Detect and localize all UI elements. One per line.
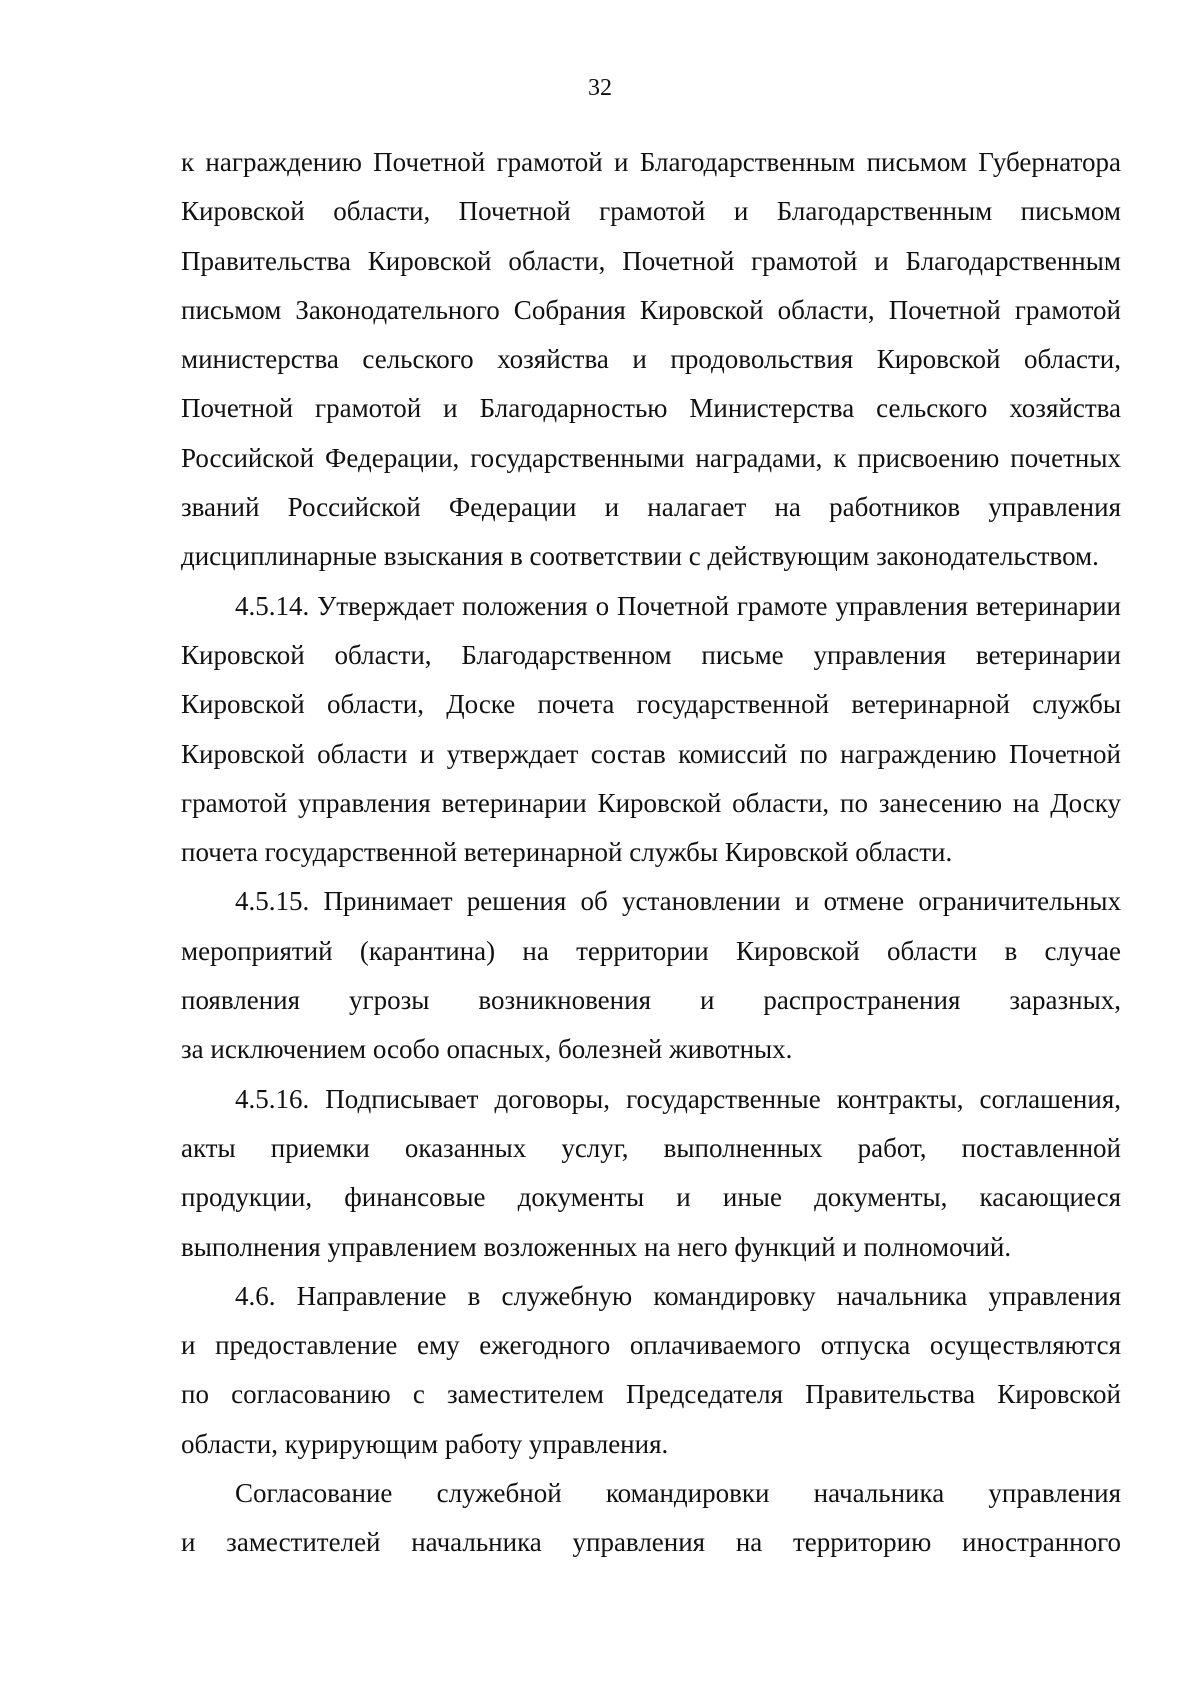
text-line: к награждению Почетной грамотой и Благодарственным письмом Губернатора bbox=[181, 147, 1121, 177]
text-line: появления угрозы возникновения и распространения заразных, bbox=[181, 985, 1121, 1016]
page-number: 32 bbox=[588, 75, 612, 101]
text-line: почета государственной ветеринарной службы Кировской области. bbox=[181, 837, 953, 868]
text-line: письмом Законодательного Собрания Кировской области, Почетной грамотой bbox=[181, 294, 1121, 325]
text-line: Кировской области, Благодарственном письме управления ветеринарии bbox=[181, 639, 1121, 670]
text-line: выполнения управлением возложенных на него функций и полномочий. bbox=[181, 1231, 1012, 1262]
document-body bbox=[181, 138, 1121, 1568]
text-line: Кировской области и утверждает состав комиссий по награждению Почетной bbox=[181, 738, 1121, 769]
text-line: званий Российской Федерации и налагает на работников управления bbox=[181, 492, 1121, 523]
text-line: Кировской области, Доске почета государственной ветеринарной службы bbox=[181, 689, 1121, 720]
text-line: Российской Федерации, государственными наградами, к присвоению почетных bbox=[181, 442, 1121, 473]
text-line: 4.5.14. Утверждает положения о Почетной грамоте управления ветеринарии bbox=[235, 590, 1121, 621]
text-line: 4.5.15. Принимает решения об установлении и отмене ограничительных bbox=[235, 886, 1121, 917]
text-line: и предоставление ему ежегодного оплачиваемого отпуска осуществляются bbox=[181, 1330, 1121, 1361]
text-line: продукции, финансовые документы и иные документы, касающиеся bbox=[181, 1182, 1121, 1213]
text-line: Почетной грамотой и Благодарностью Министерства сельского хозяйства bbox=[181, 393, 1121, 424]
text-line: Кировской области, Почетной грамотой и Благодарственным письмом bbox=[181, 196, 1121, 227]
text-line: 4.5.16. Подписывает договоры, государственные контракты, соглашения, bbox=[235, 1083, 1121, 1114]
text-line: и заместителей начальника управления на территорию иностранного bbox=[181, 1527, 1121, 1558]
text-line: 4.6. Направление в служебную командировку начальника управления bbox=[235, 1280, 1121, 1311]
text-line: Согласование служебной командировки начальника управления bbox=[235, 1478, 1121, 1509]
text-line: по согласованию с заместителем Председателя Правительства Кировской bbox=[181, 1379, 1121, 1410]
text-line: грамотой управления ветеринарии Кировской области, по занесению на Доску bbox=[181, 787, 1121, 818]
text-line: Правительства Кировской области, Почетной грамотой и Благодарственным bbox=[181, 245, 1121, 276]
text-line: за исключением особо опасных, болезней животных. bbox=[181, 1034, 793, 1065]
text-line: акты приемки оказанных услуг, выполненных работ, поставленной bbox=[181, 1132, 1121, 1163]
text-line: мероприятий (карантина) на территории Кировской области в случае bbox=[181, 935, 1121, 966]
text-line: министерства сельского хозяйства и продовольствия Кировской области, bbox=[181, 344, 1121, 375]
text-line: дисциплинарные взыскания в соответствии с действующим законодательством. bbox=[181, 541, 1099, 572]
text-line: области, курирующим работу управления. bbox=[181, 1428, 669, 1459]
